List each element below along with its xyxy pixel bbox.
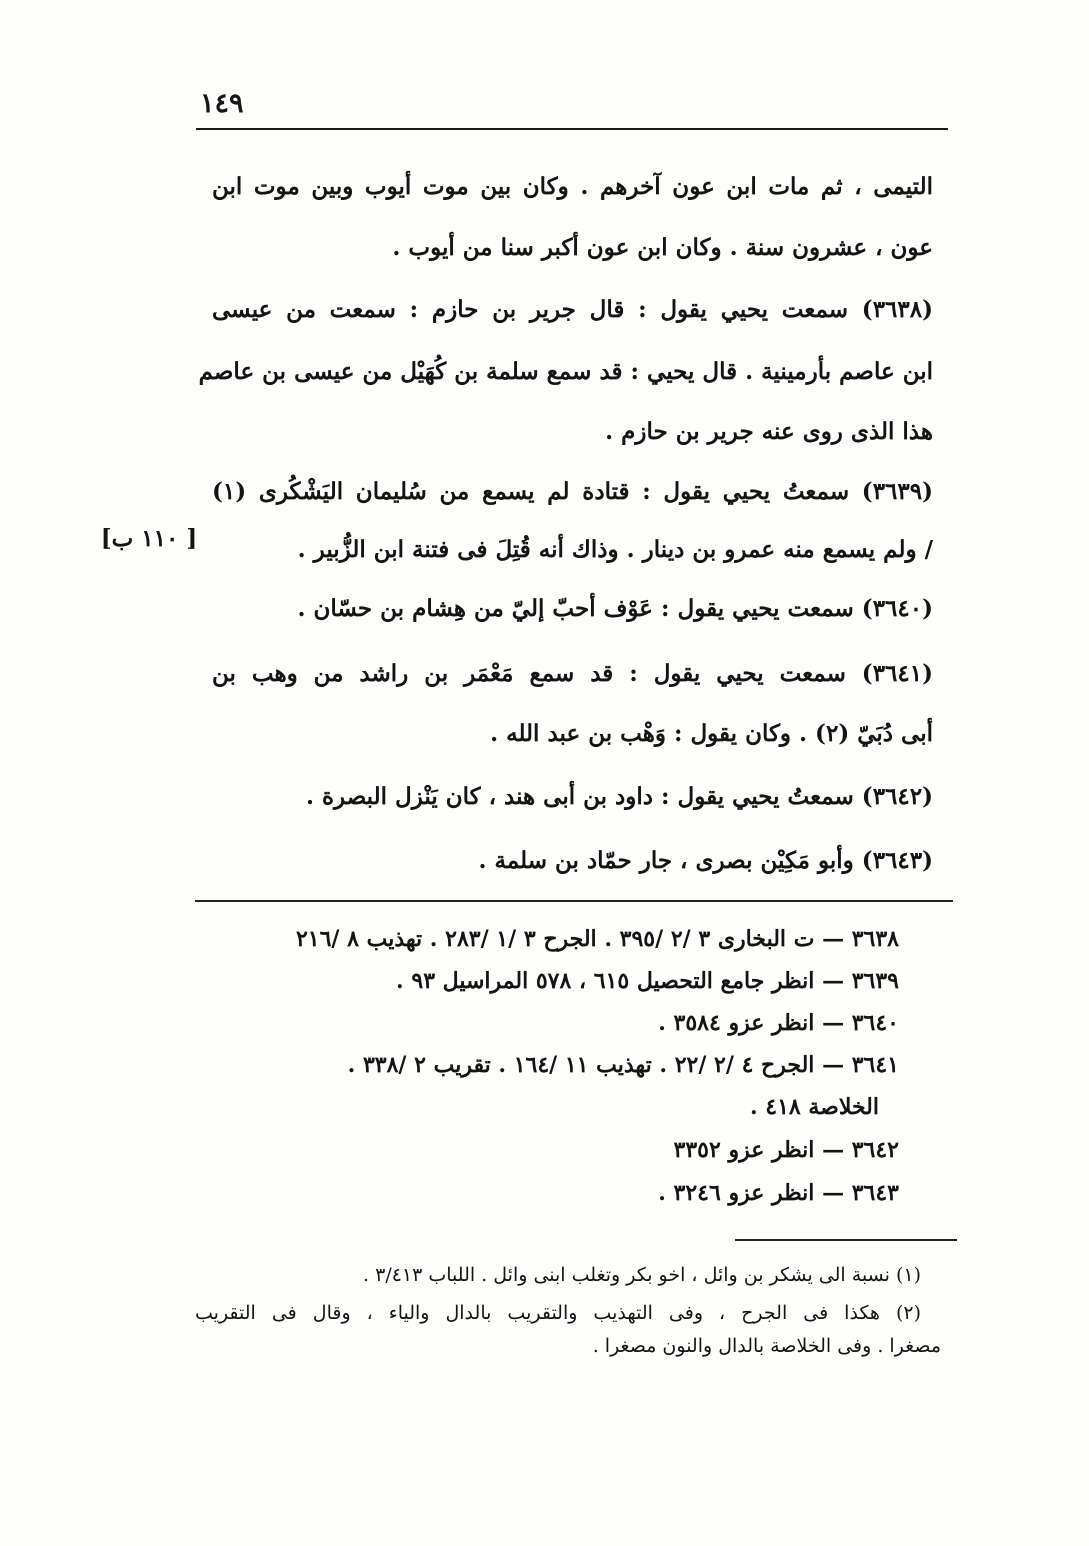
references-rule: [195, 900, 953, 902]
margin-folio-marker: [ ١١٠ ب]: [100, 525, 198, 552]
page-number: ١٤٩: [200, 88, 244, 119]
body-line: أبى دُبَيّ (٢) . وكان يقول : وَهْب بن عبد الله .: [490, 720, 933, 747]
footnote-line: (١) نسبة الى يشكر بن وائل ، اخو بكر وتغلب ابنى وائل . اللباب ٣/٤١٣ .: [363, 1264, 921, 1286]
body-line: التيمى ، ثم مات ابن عون آخرهم . وكان بين موت أيوب وبين موت ابن: [212, 173, 933, 200]
reference-line: ٣٦٣٨ — ت البخارى ٣ /٢ /٣٩٥ . الجرح ٣ /١ /٢٨٣ . تهذيب ٨ /٢١٦: [295, 926, 899, 952]
body-line: (٣٦٣٩) سمعتُ يحيي يقول : قتادة لم يسمع من سُليمان اليَشْكُرى (١): [212, 478, 933, 505]
reference-line: ٣٦٤٢ — انظر عزو ٣٣٥٢: [673, 1137, 899, 1163]
reference-line: ٣٦٤٠ — انظر عزو ٣٥٨٤ .: [658, 1010, 899, 1036]
body-line: (٣٦٣٨) سمعت يحيي يقول : قال جرير بن حازم : سمعت من عيسى: [212, 296, 933, 323]
reference-line: ٣٦٣٩ — انظر جامع التحصيل ٦١٥ ، ٥٧٨ المراسيل ٩٣ .: [396, 968, 899, 994]
reference-line: ٣٦٤٣ — انظر عزو ٣٢٤٦ .: [658, 1180, 899, 1206]
body-line: (٣٦٤٣) وأبو مَكِيْن بصرى ، جار حمّاد بن سلمة .: [478, 847, 933, 874]
body-line: عون ، عشرون سنة . وكان ابن عون أكبر سنا من أيوب .: [392, 234, 933, 261]
footnotes-rule: [735, 1239, 957, 1241]
footnote-line: (٢) هكذا فى الجرح ، وفى التهذيب والتقريب بالدال والياء ، وقال فى التقريب: [195, 1302, 921, 1324]
header-rule: [196, 128, 948, 130]
reference-line: الخلاصة ٤١٨ .: [749, 1094, 879, 1120]
body-line: هذا الذى روى عنه جرير بن حازم .: [605, 418, 933, 445]
body-line: (٣٦٤٠) سمعت يحيي يقول : عَوْف أحبّ إليّ من هِشام بن حسّان .: [297, 595, 933, 622]
body-line: ابن عاصم بأرمينية . قال يحيي : قد سمع سلمة بن كُهَيْل من عيسى بن عاصم: [198, 358, 933, 385]
body-line: / ولم يسمع منه عمرو بن دينار . وذاك أنه قُتِلَ فى فتنة ابن الزُّبير .: [297, 536, 933, 563]
body-line: (٣٦٤٢) سمعتُ يحيي يقول : داود بن أبى هند ، كان يَنْزل البصرة .: [305, 783, 933, 810]
footnote-line: مصغرا . وفى الخلاصة بالدال والنون مصغرا .: [592, 1335, 941, 1357]
body-line: (٣٦٤١) سمعت يحيي يقول : قد سمع مَعْمَر بن راشد من وهب بن: [212, 660, 933, 687]
reference-line: ٣٦٤١ — الجرح ٤ /٢ /٢٢ . تهذيب ١١ /١٦٤ . تقريب ٢ /٣٣٨ .: [347, 1052, 899, 1078]
